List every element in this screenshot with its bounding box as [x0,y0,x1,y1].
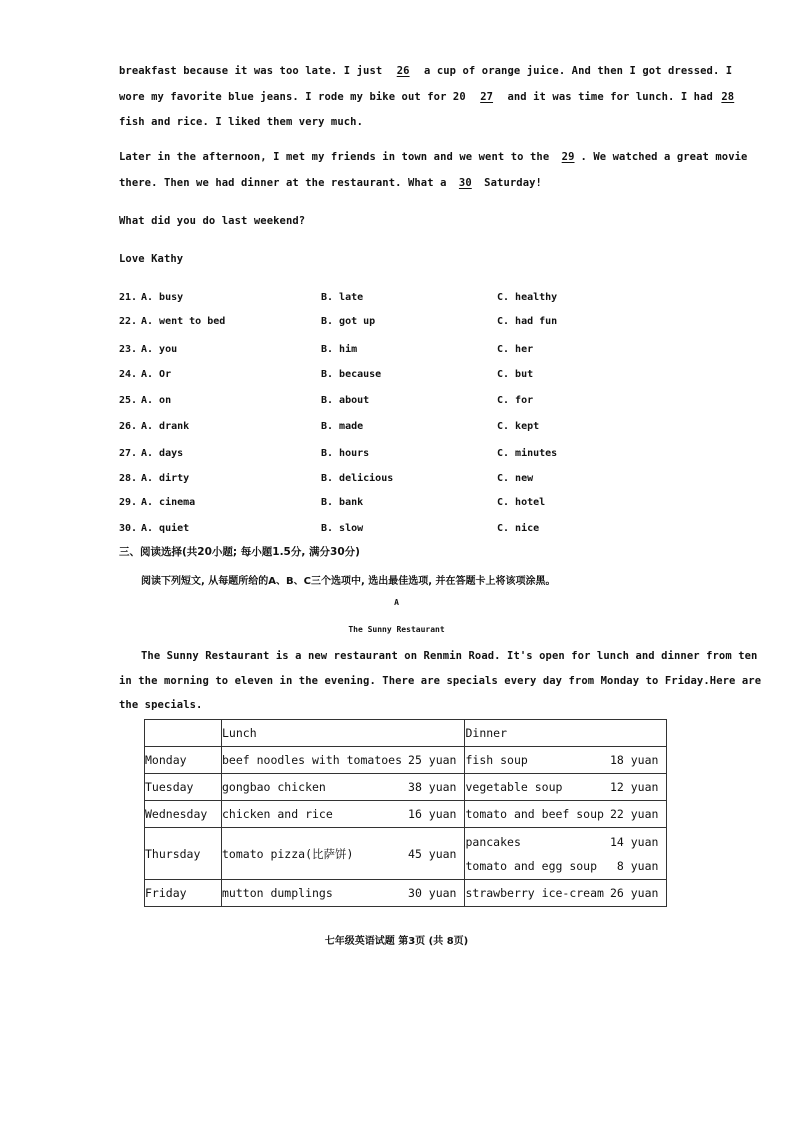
option-b: B. late [321,292,364,303]
day-text: Friday [145,886,187,900]
dinner-cell [465,774,667,801]
blank-27: 27 [480,91,494,103]
header-text: Dinner [465,726,508,740]
table-row [145,828,667,880]
text: breakfast because it was too late. I just [119,65,389,77]
option-number: 29. [119,497,138,508]
option-a: A. quiet [141,523,190,534]
day-cell [145,828,222,880]
dinner-price: 14 yuan [609,834,659,849]
lunch-cell [222,774,465,801]
option-number: 21. [119,292,138,303]
option-a: A. dirty [141,473,190,484]
section-heading: 三、阅读选择(共20小题; 每小题1.5分, 满分30分) [119,546,360,558]
dinner-cell [465,828,667,880]
option-b: B. slow [321,523,364,534]
option-number: 27. [119,448,138,459]
dinner-price: 22 yuan [609,807,659,821]
option-a: A. drank [141,421,190,432]
option-c: C. new [497,473,534,484]
day-cell [145,747,222,774]
letter-sign-off: Love Kathy [119,253,184,265]
text: Saturday! [477,177,542,189]
text: and it was time for lunch. I had [501,91,720,103]
dinner-price: 8 yuan [616,858,659,873]
option-a: A. you [141,344,178,355]
day-text: Wednesday [145,807,208,821]
passage-line-3: fish and rice. I liked them very much. [119,116,364,128]
lunch-cell [222,880,465,907]
text: a cup of orange juice. And then I got dressed. I [417,65,733,77]
lunch-dish: tomato pizza(比萨饼) [222,846,354,861]
dinner-dish: vegetable soup [465,780,563,794]
lunch-cell [222,828,465,880]
option-c: C. for [497,395,534,406]
dinner-price: 12 yuan [609,780,659,794]
table-body [145,747,667,907]
page-footer: 七年级英语试题 第3页 (共 8页) [324,936,469,947]
option-c: C. hotel [497,497,546,508]
blank-29: 29 [561,151,575,163]
option-c: C. kept [497,421,540,432]
lunch-price: 45 yuan [408,846,457,861]
text: there. Then we had dinner at the restaurant. What a [119,177,453,189]
table-row [145,801,667,828]
passage-line-2 [119,91,736,103]
dinner-cell [465,880,667,907]
header-lunch [222,720,465,747]
option-b: B. hours [321,448,370,459]
dinner-dish: fish soup [465,753,528,767]
header-dinner [465,720,667,747]
lunch-price: 38 yuan [408,780,457,794]
option-b: B. delicious [321,473,394,484]
day-cell [145,774,222,801]
intro-line-3: the specials. [119,699,203,711]
part-label: A [394,598,399,607]
day-cell [145,801,222,828]
option-b: B. because [321,369,382,380]
option-a: A. went to bed [141,316,226,327]
blank-26: 26 [396,65,410,77]
text: wore my favorite blue jeans. I rode my bike out for 20 [119,91,473,103]
option-c: C. but [497,369,534,380]
option-a: A. cinema [141,497,196,508]
option-c: C. had fun [497,316,558,327]
passage-line-5 [119,177,542,189]
option-b: B. about [321,395,370,406]
option-c: C. nice [497,523,540,534]
day-text: Monday [145,753,187,767]
option-number: 30. [119,523,138,534]
option-number: 25. [119,395,138,406]
letter-question: What did you do last weekend? [119,215,306,227]
lunch-dish: beef noodles with tomatoes [222,753,403,767]
lunch-dish: chicken and rice [222,807,333,821]
lunch-cell [222,747,465,774]
table-row [145,747,667,774]
dinner-price: 26 yuan [609,886,659,900]
option-b: B. got up [321,316,376,327]
lunch-price: 16 yuan [408,807,457,821]
option-number: 23. [119,344,138,355]
option-number: 26. [119,421,138,432]
dinner-dish: tomato and egg soup [465,858,598,873]
table-row [145,880,667,907]
reading-title: The Sunny Restaurant [348,625,445,634]
intro-line-1: The Sunny Restaurant is a new restaurant on Renmin Road. It's open for lunch and dinner from ten [141,650,758,662]
header-empty-cell [145,720,222,747]
lunch-dish: gongbao chicken [222,780,326,794]
day-cell [145,880,222,907]
option-b: B. bank [321,497,364,508]
lunch-dish: mutton dumplings [222,886,333,900]
dinner-cell [465,801,667,828]
option-a: A. Or [141,369,172,380]
option-c: C. healthy [497,292,558,303]
dinner-price: 18 yuan [609,753,659,767]
option-number: 22. [119,316,138,327]
day-text: Tuesday [145,780,194,794]
table-row [145,774,667,801]
dinner-dish: strawberry ice-cream [465,886,604,900]
day-text: Thursday [145,846,201,861]
option-b: B. him [321,344,358,355]
option-a: A. days [141,448,184,459]
option-number: 28. [119,473,138,484]
specials-table [144,719,667,907]
dinner-dish: pancakes [465,834,521,849]
dinner-cell [465,747,667,774]
blank-28: 28 [721,91,735,103]
option-c: C. her [497,344,534,355]
passage-line-4 [119,151,747,163]
option-number: 24. [119,369,138,380]
lunch-cell [222,801,465,828]
intro-line-2: in the morning to eleven in the evening. There are specials every day from Monday to Friday.Here are [119,675,762,687]
dinner-dish: tomato and beef soup [465,807,604,821]
section-instruction: 阅读下列短文, 从每题所给的A、B、C三个选项中, 选出最佳选项, 并在答题卡上将该项涂黑。 [141,576,556,587]
lunch-price: 25 yuan [408,753,457,767]
passage-line-1 [119,65,732,77]
text: Later in the afternoon, I met my friends in town and we went to the [119,151,556,163]
text: . We watched a great movie [580,151,748,163]
option-a: A. on [141,395,172,406]
option-b: B. made [321,421,364,432]
blank-30: 30 [458,177,472,189]
lunch-price: 30 yuan [408,886,457,900]
table-header-row [145,720,667,747]
header-text: Lunch [222,726,257,740]
option-a: A. busy [141,292,184,303]
option-c: C. minutes [497,448,558,459]
